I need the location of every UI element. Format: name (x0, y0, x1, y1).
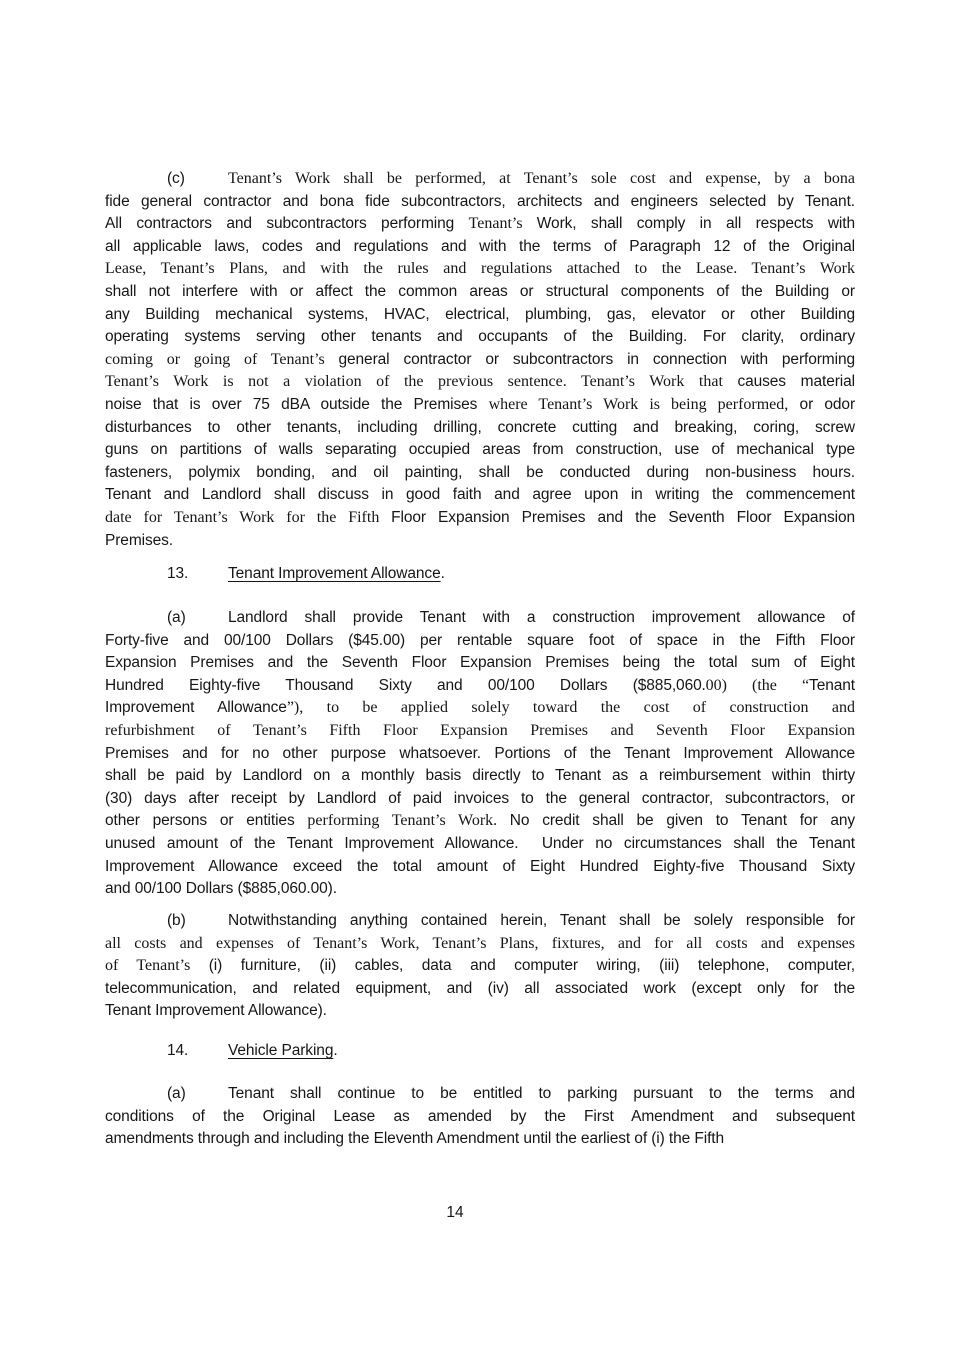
text-run: Tenant’s Work shall be performed, at Tenant’s sole cost and expense, by a bona (228, 170, 855, 187)
text-line (105, 304, 855, 327)
text-run: telecommunication, and related equipment, and (iv) all associated work (except only for the (105, 979, 855, 997)
text-line (105, 1128, 855, 1151)
text-run: Improvement Allowance (105, 699, 287, 717)
paragraph-13a (105, 607, 855, 901)
text-line (105, 439, 855, 462)
text-run: Expansion Premises and the Seventh Floor Expansion Premises being the total sum of Eight (105, 654, 855, 672)
text-run: date for Tenant’s Work for the Fifth (105, 508, 392, 526)
text-run: fasteners, polymix bonding, and oil painting, shall be conducted during non-business hours. (105, 463, 855, 481)
text-run: Tenant’s (468, 215, 537, 233)
paragraph-label: (b) (167, 912, 186, 929)
text-line (105, 1000, 855, 1023)
text-line (105, 1083, 855, 1106)
text-run: disturbances to other tenants, including drilling, concrete cutting and breaking, coring, screw (105, 418, 855, 436)
text-line (105, 607, 855, 630)
text-line (105, 1106, 855, 1129)
text-run: (30) days after receipt by Landlord of paid invoices to the general contractor, subcontractors, or (105, 789, 855, 807)
text-run: operating systems serving other tenants and occupants of the Building. For clarity, ordinary (105, 328, 855, 346)
paragraph-14a (105, 1083, 855, 1151)
text-run: (i) furniture, (ii) cables, data and computer wiring, (iii) telephone, computer, (208, 957, 855, 975)
text-run: No credit shall be given to Tenant for any (509, 812, 856, 830)
section-13-heading (105, 563, 855, 586)
text-line (105, 417, 855, 440)
text-run: unused amount of the Tenant Improvement Allowance. Under no circumstances shall the Tenant (105, 834, 855, 852)
text-run: shall be paid by Landlord on a monthly basis directly to Tenant as a reimbursement within thirty (105, 767, 855, 785)
text-run: Premises and for no other purpose whatsoever. Portions of the Tenant Improvement Allowance (105, 744, 855, 762)
heading-number: 13. (167, 565, 189, 582)
text-run: all costs and expenses of Tenant’s Work, Tenant’s Plans, fixtures, and for all costs and expenses (105, 934, 855, 952)
text-run: Tenant shall continue to be entitled to parking pursuant to the terms and (228, 1085, 855, 1102)
text-run: shall not interfere with or affect the common areas or structural components of the Building or (105, 282, 855, 300)
text-run: Tenant and Landlord shall discuss in good faith and agree upon in writing the commencement (105, 486, 855, 504)
text-run: Work, shall comply in all respects with (536, 215, 855, 233)
text-line (105, 743, 855, 766)
text-line (105, 933, 855, 956)
text-line (105, 326, 855, 349)
text-run: .00) (the “ (701, 676, 810, 694)
text-line (105, 720, 855, 743)
text-line (105, 978, 855, 1001)
section-14-heading (105, 1040, 855, 1063)
text-line (105, 955, 855, 978)
text-line (105, 833, 855, 856)
text-run: Tenant Improvement Allowance). (105, 1002, 327, 1020)
text-run: Premises. (105, 531, 174, 549)
heading-line (105, 1040, 855, 1063)
heading-suffix: . (440, 565, 445, 582)
text-line (105, 878, 855, 901)
text-run: noise that is over 75 dBA outside the Premises (105, 395, 489, 413)
text-line (105, 281, 855, 304)
text-line (105, 191, 855, 214)
text-line (105, 697, 855, 720)
heading-title: Vehicle Parking (228, 1042, 334, 1059)
text-line (105, 675, 855, 698)
text-line (105, 371, 855, 394)
text-line (105, 507, 855, 530)
text-run: causes material (737, 373, 856, 391)
text-run: Lease, Tenant’s Plans, and with the rules and regulations attached to the Lease. Tenant’s Work (105, 260, 855, 278)
text-run: Forty-five and 00/100 Dollars ($45.00) per rentable square foot of space in the Fifth Floor (105, 631, 855, 649)
text-line (105, 213, 855, 236)
text-run: all applicable laws, codes and regulations and with the terms of Paragraph 12 of the Original (105, 237, 855, 255)
text-line (105, 630, 855, 653)
text-line (105, 530, 855, 553)
text-run: fide general contractor and bona fide subcontractors, architects and engineers selected by Tenant. (105, 192, 855, 210)
text-line (105, 394, 855, 417)
text-line (105, 788, 855, 811)
text-run: where Tenant’s Work is being performed, (488, 395, 789, 413)
text-run: of Tenant’s (105, 957, 209, 975)
heading-title: Tenant Improvement Allowance (228, 565, 441, 582)
text-run: or odor (788, 395, 856, 413)
text-run: Tenant (809, 676, 855, 694)
page-number: 14 (446, 1204, 464, 1221)
text-run: performing Tenant’s Work. (307, 812, 510, 830)
text-line (105, 168, 855, 191)
text-run: All contractors and subcontractors performing (105, 215, 469, 233)
text-line (105, 484, 855, 507)
text-line (105, 236, 855, 259)
text-line (105, 810, 855, 833)
paragraph-c (105, 168, 855, 552)
text-line (105, 258, 855, 281)
text-run: general contractor or subcontractors in connection with performing (338, 350, 856, 368)
text-run: amendments through and including the Eleventh Amendment until the earliest of (i) the Fifth (105, 1130, 725, 1148)
text-run: Tenant’s Work is not a violation of the previous sentence. Tenant’s Work that (105, 373, 738, 391)
text-run: Improvement Allowance exceed the total amount of Eight Hundred Eighty-five Thousand Sixty (105, 857, 855, 875)
text-run: coming or going of Tenant’s (105, 350, 339, 368)
heading-line (105, 563, 855, 586)
text-line (105, 462, 855, 485)
paragraph-13b (105, 910, 855, 1023)
text-run: guns on partitions of walls separating occupied areas from construction, use of mechanical type (105, 441, 855, 459)
text-line (105, 652, 855, 675)
heading-number: 14. (167, 1042, 189, 1059)
text-run: other persons or entities (105, 812, 308, 830)
text-line (105, 349, 855, 372)
paragraph-label: (a) (167, 609, 186, 626)
text-run: conditions of the Original Lease as amended by the First Amendment and subsequent (105, 1107, 855, 1125)
text-line (105, 856, 855, 879)
text-run: and 00/100 Dollars ($885,060.00). (105, 880, 337, 898)
text-run: Notwithstanding anything contained herein, Tenant shall be solely responsible for (228, 912, 855, 929)
paragraph-label: (a) (167, 1085, 186, 1102)
text-run: Hundred Eighty-five Thousand Sixty and 00/100 Dollars ($885,060 (105, 676, 702, 694)
text-run: any Building mechanical systems, HVAC, electrical, plumbing, gas, elevator or other Building (105, 305, 855, 323)
paragraph-label: (c) (167, 170, 185, 187)
text-run: Landlord shall provide Tenant with a construction improvement allowance of (228, 609, 855, 626)
text-line (105, 765, 855, 788)
text-line (105, 910, 855, 933)
text-run: Floor Expansion Premises and the Seventh Floor Expansion (391, 508, 855, 526)
text-run: refurbishment of Tenant’s Fifth Floor Expansion Premises and Seventh Floor Expansion (105, 721, 855, 739)
text-run: ”), to be applied solely toward the cost of construction and (286, 699, 856, 717)
heading-suffix: . (333, 1042, 338, 1059)
